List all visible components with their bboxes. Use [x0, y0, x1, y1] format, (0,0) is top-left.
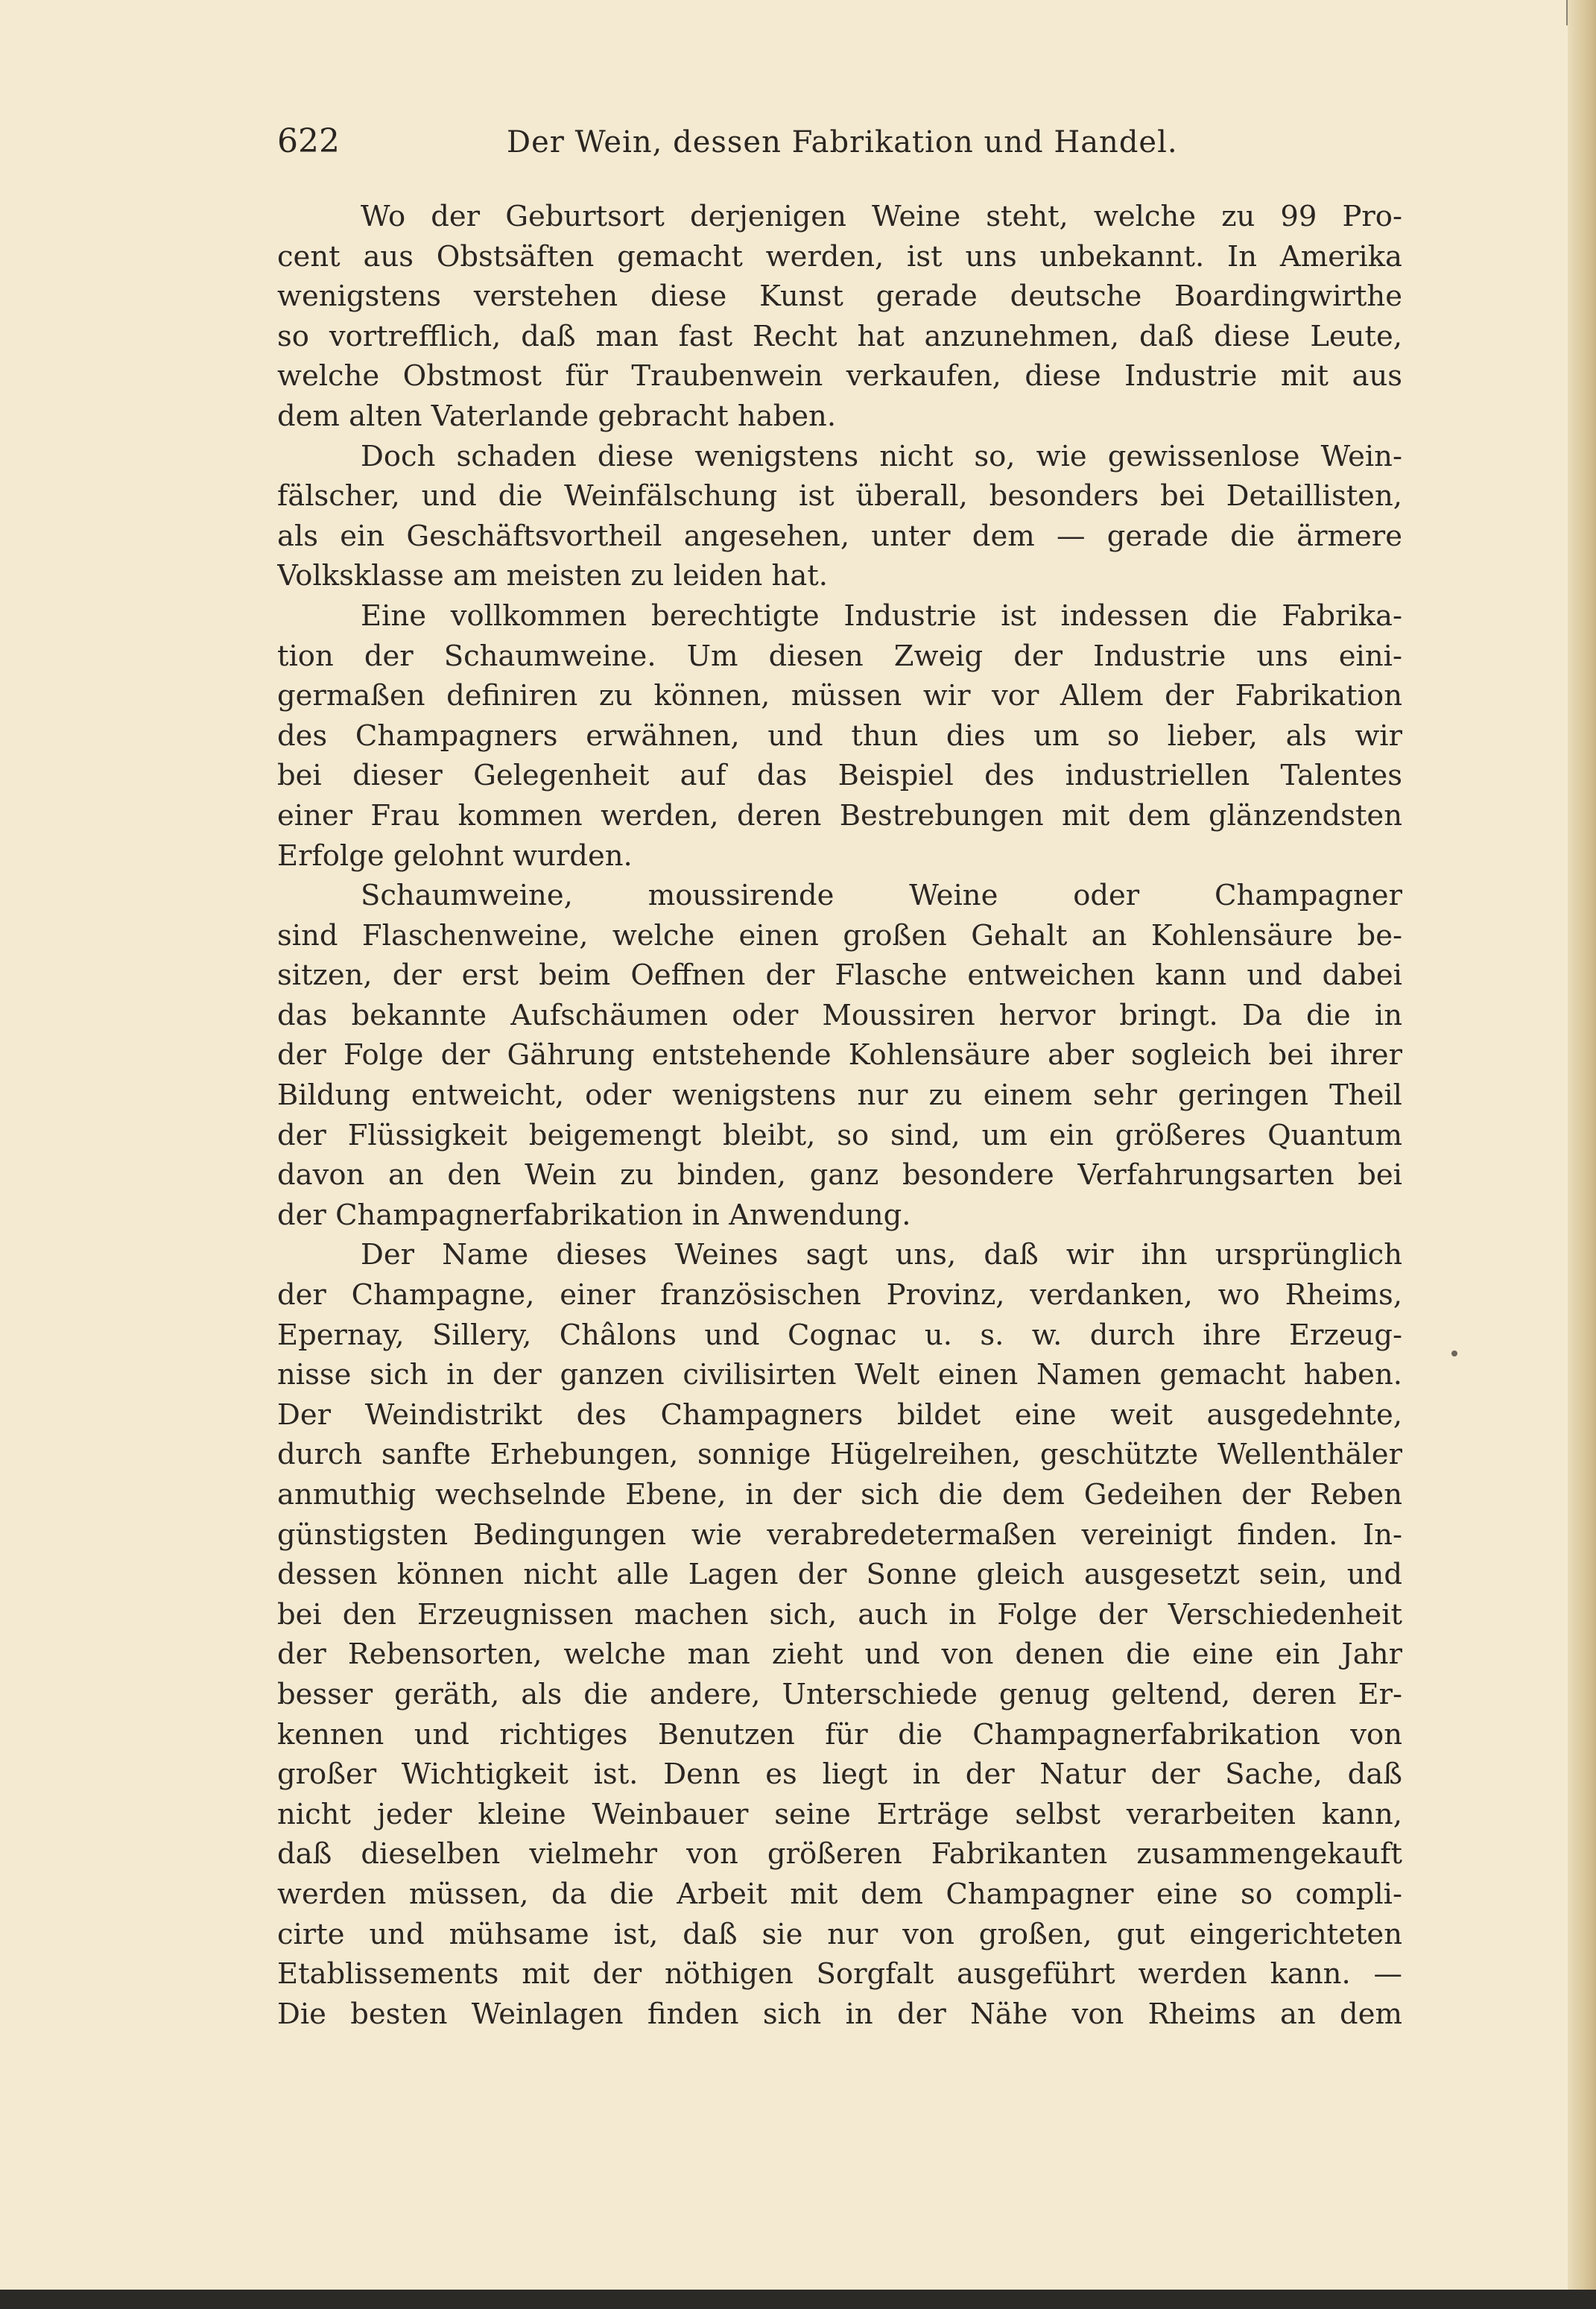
text-line: anmuthig wechselnde Ebene, in der sich die dem Gedeihen der Reben	[277, 1478, 1402, 1512]
text-line: nicht jeder kleine Weinbauer seine Erträge selbst verarbeiten kann,	[277, 1797, 1402, 1831]
text-line: kennen und richtiges Benutzen für die Champagnerfabrikation von	[277, 1717, 1402, 1752]
text-line: welche Obstmost für Traubenwein verkaufen, diese Industrie mit aus	[277, 359, 1402, 394]
text-line: Doch schaden diese wenigstens nicht so, wie gewissenlose Wein-	[361, 439, 1402, 473]
text-line: einer Frau kommen werden, deren Bestrebungen mit dem glänzendsten	[277, 798, 1402, 833]
text-line: davon an den Wein zu binden, ganz besondere Verfahrungsarten bei	[277, 1158, 1402, 1193]
text-line: großer Wichtigkeit ist. Denn es liegt in der Natur der Sache, daß	[277, 1757, 1402, 1792]
text-line: daß dieselben vielmehr von größeren Fabrikanten zusammengekauft	[277, 1837, 1402, 1871]
text-line: wenigstens verstehen diese Kunst gerade deutsche Boardingwirthe	[277, 279, 1402, 314]
text-line: Bildung entweicht, oder wenigstens nur zu einem sehr geringen Theil	[277, 1078, 1402, 1113]
text-line: der Champagne, einer französischen Provinz, verdanken, wo Rheims,	[277, 1278, 1402, 1313]
text-line: germaßen definiren zu können, müssen wir vor Allem der Fabrikation	[277, 679, 1402, 713]
text-line: fälscher, und die Weinfälschung ist überall, besonders bei Detaillisten,	[277, 479, 1402, 514]
text-line: Eine vollkommen berechtigte Industrie ist indessen die Fabrika-	[361, 598, 1402, 633]
page-number: 622	[277, 122, 340, 160]
running-title: Der Wein, dessen Fabrikation und Handel.	[507, 125, 1178, 159]
text-line: so vortrefflich, daß man fast Recht hat anzunehmen, daß diese Leute,	[277, 319, 1402, 353]
text-line: Die besten Weinlagen finden sich in der Nähe von Rheims an dem	[277, 1997, 1402, 2031]
text-line: der Champagnerfabrikation in Anwendung.	[277, 1198, 911, 1232]
text-line: durch sanfte Erhebungen, sonnige Hügelreihen, geschützte Wellenthäler	[277, 1438, 1402, 1472]
text-line: Volksklasse am meisten zu leiden hat.	[277, 559, 828, 593]
text-line: als ein Geschäftsvortheil angesehen, unter dem — gerade die ärmere	[277, 519, 1402, 553]
text-line: tion der Schaumweine. Um diesen Zweig der Industrie uns eini-	[277, 639, 1402, 673]
scan-bottom-border	[0, 2290, 1596, 2309]
text-line: Erfolge gelohnt wurden.	[277, 838, 633, 873]
text-line: das bekannte Aufschäumen oder Moussiren hervor bringt. Da die in	[277, 998, 1402, 1032]
page-edge-shadow	[1568, 0, 1596, 2309]
text-line: der Folge der Gährung entstehende Kohlensäure aber sogleich bei ihrer	[277, 1038, 1402, 1073]
text-line: Schaumweine, moussirende Weine oder Champagner	[361, 879, 1402, 913]
text-line: Epernay, Sillery, Châlons und Cognac u. s. w. durch ihre Erzeug-	[277, 1318, 1402, 1352]
text-line: Etablissements mit der nöthigen Sorgfalt ausgeführt werden kann. —	[277, 1957, 1402, 1991]
text-line: günstigsten Bedingungen wie verabredetermaßen vereinigt finden. In-	[277, 1517, 1402, 1552]
text-line: cent aus Obstsäften gemacht werden, ist uns unbekannt. In Amerika	[277, 239, 1402, 274]
text-line: bei dieser Gelegenheit auf das Beispiel des industriellen Talentes	[277, 759, 1402, 793]
text-line: Der Name dieses Weines sagt uns, daß wir ihn ursprünglich	[361, 1238, 1402, 1272]
text-line: des Champagners erwähnen, und thun dies um so lieber, als wir	[277, 718, 1402, 753]
running-header	[277, 122, 1380, 167]
text-line: bei den Erzeugnissen machen sich, auch in Folge der Verschiedenheit	[277, 1597, 1402, 1632]
text-line: der Rebensorten, welche man zieht und von denen die eine ein Jahr	[277, 1637, 1402, 1672]
text-line: besser geräth, als die andere, Unterschiede genug geltend, deren Er-	[277, 1677, 1402, 1711]
body-text	[277, 197, 1402, 2034]
text-line: werden müssen, da die Arbeit mit dem Champagner eine so compli-	[277, 1877, 1402, 1911]
text-line: Wo der Geburtsort derjenigen Weine steht, welche zu 99 Pro-	[361, 200, 1402, 233]
text-line: dessen können nicht alle Lagen der Sonne gleich ausgesetzt sein, und	[277, 1558, 1402, 1592]
margin-speck	[1451, 1351, 1457, 1356]
text-line: Der Weindistrikt des Champagners bildet eine weit ausgedehnte,	[277, 1397, 1402, 1432]
text-line: der Flüssigkeit beigemengt bleibt, so sind, um ein größeres Quantum	[277, 1118, 1402, 1152]
text-line: dem alten Vaterlande gebracht haben.	[277, 399, 837, 433]
text-line: sitzen, der erst beim Oeffnen der Flasche entweichen kann und dabei	[277, 958, 1402, 993]
text-line: cirte und mühsame ist, daß sie nur von großen, gut eingerichteten	[277, 1917, 1402, 1951]
text-line: nisse sich in der ganzen civilisirten Welt einen Namen gemacht haben.	[277, 1358, 1402, 1392]
text-line: sind Flaschenweine, welche einen großen Gehalt an Kohlensäure be-	[277, 918, 1402, 953]
